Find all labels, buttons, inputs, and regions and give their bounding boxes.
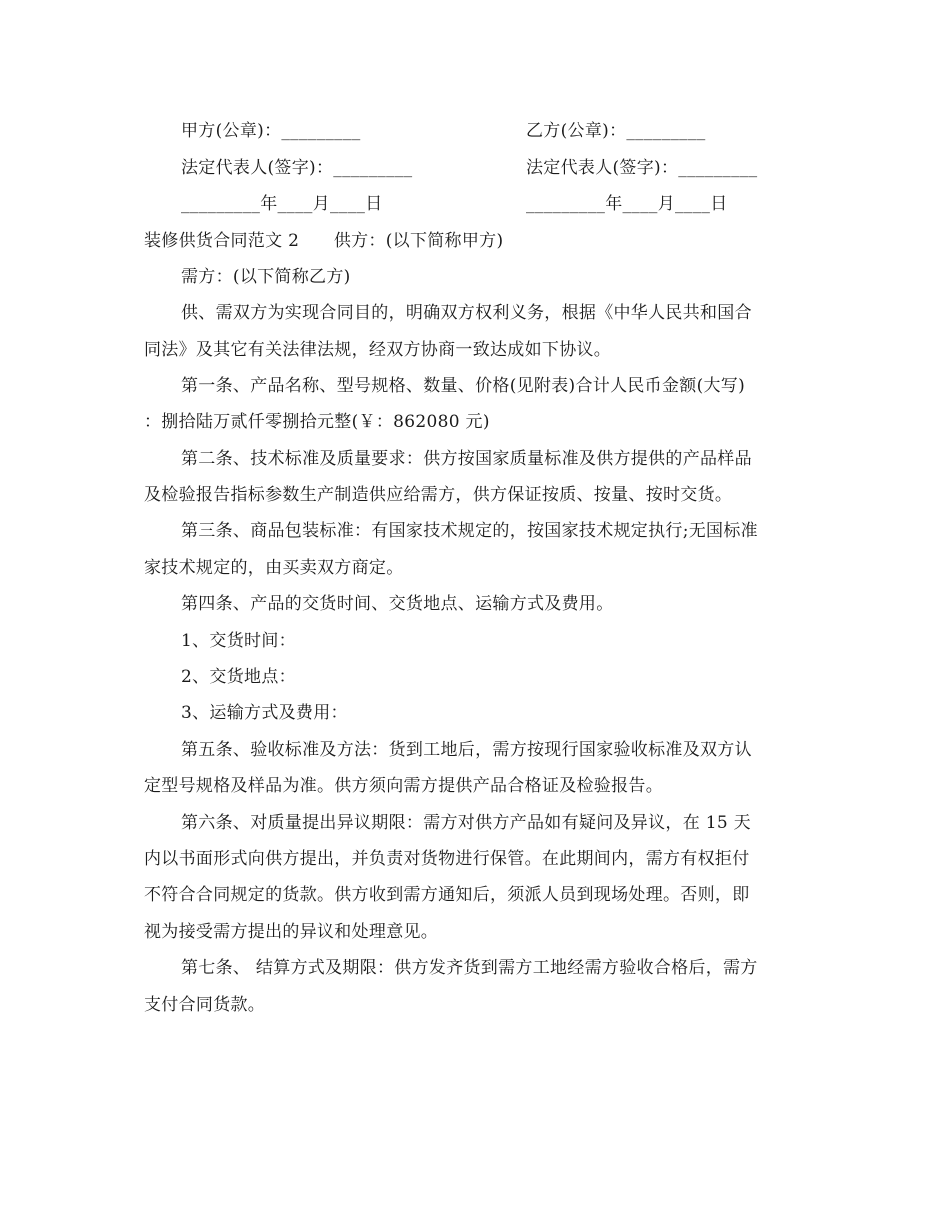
article-4-item-2: 2、交货地点： <box>181 667 296 687</box>
article-6-line-4: 视为接受需方提出的异议和处理意见。 <box>144 922 439 942</box>
party-b-representative: 法定代表人(签字)：_________ <box>526 158 758 178</box>
party-b-seal: 乙方(公章)：_________ <box>526 121 706 141</box>
article-2-line-2: 及检验报告指标参数生产制造供应给需方，供方保证按质、按量、按时交货。 <box>144 485 733 505</box>
article-7-line-2: 支付合同货款。 <box>144 995 266 1015</box>
article-3-line-1: 第三条、商品包装标准：有国家技术规定的，按国家技术规定执行;无国标准 <box>181 521 758 541</box>
article-7-line-1: 第七条、 结算方式及期限：供方发齐货到需方工地经需方验收合格后，需方 <box>181 958 758 978</box>
article-6-line-3: 不符合合同规定的货款。供方收到需方通知后，须派人员到现场处理。否则，即 <box>144 885 750 905</box>
intro-line-1: 供、需双方为实现合同目的，明确双方权利义务，根据《中华人民共和国合 <box>181 303 752 323</box>
article-2-line-1: 第二条、技术标准及质量要求：供方按国家质量标准及供方提供的产品样品 <box>181 449 752 469</box>
party-a-representative: 法定代表人(签字)：_________ <box>181 158 413 178</box>
article-6-line-1: 第六条、对质量提出异议期限：需方对供方产品如有疑问及异议，在 15 天 <box>181 813 751 833</box>
buyer-line: 需方：(以下简称乙方) <box>181 267 351 287</box>
party-b-date: _________年____月____日 <box>526 194 728 214</box>
intro-line-2: 同法》及其它有关法律法规，经双方协商一致达成如下协议。 <box>144 340 612 360</box>
party-a-seal: 甲方(公章)：_________ <box>181 121 361 141</box>
article-3-line-2: 家技术规定的，由买卖双方商定。 <box>144 558 404 578</box>
article-5-line-1: 第五条、验收标准及方法：货到工地后，需方按现行国家验收标准及双方认 <box>181 740 752 760</box>
article-4-heading: 第四条、产品的交货时间、交货地点、运输方式及费用。 <box>181 594 614 614</box>
article-6-line-2: 内以书面形式向供方提出，并负责对货物进行保管。在此期间内，需方有权拒付 <box>144 849 750 869</box>
article-4-item-1: 1、交货时间： <box>181 631 296 651</box>
party-a-date: _________年____月____日 <box>181 194 383 214</box>
contract-title-line: 装修供货合同范文 2 供方：(以下简称甲方) <box>144 231 504 251</box>
article-4-item-3: 3、运输方式及费用： <box>181 703 348 723</box>
article-1-line-1: 第一条、产品名称、型号规格、数量、价格(见附表)合计人民币金额(大写) <box>181 376 746 396</box>
article-5-line-2: 定型号规格及样品为准。供方须向需方提供产品合格证及检验报告。 <box>144 776 663 796</box>
article-1-line-2: ：捌拾陆万贰仟零捌拾元整(￥：862080 元) <box>144 412 490 432</box>
